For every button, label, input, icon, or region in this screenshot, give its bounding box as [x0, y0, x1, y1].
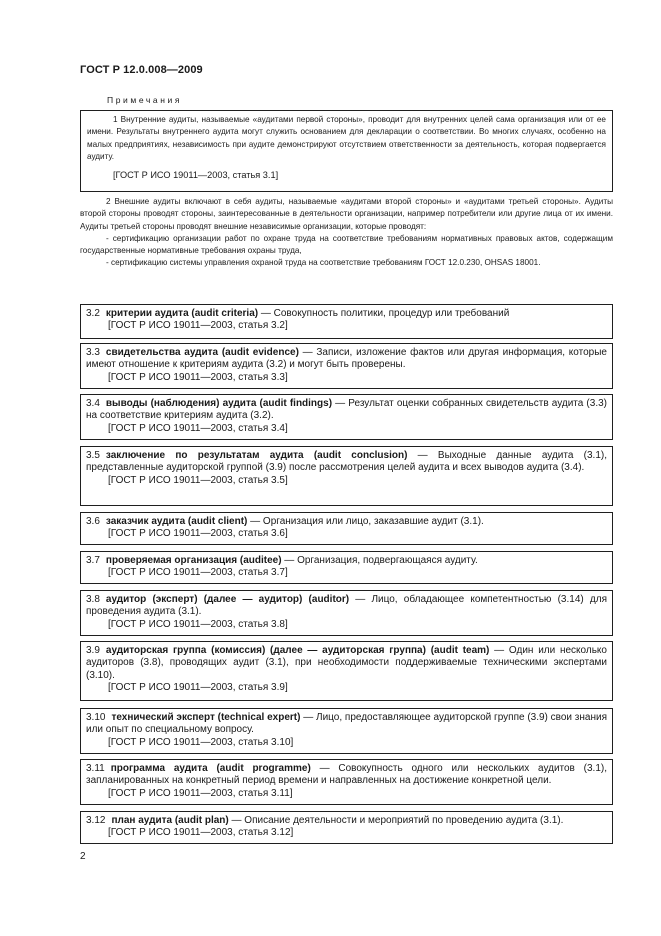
- term-source: [ГОСТ Р ИСО 19011—2003, статья 3.4]: [108, 422, 288, 434]
- term-3-9: [80, 641, 613, 701]
- term-source: [ГОСТ Р ИСО 19011—2003, статья 3.8]: [108, 618, 288, 630]
- term-name: выводы (наблюдения) аудита (audit findings): [105, 398, 333, 409]
- term-3-11: [80, 759, 613, 805]
- term-source: [ГОСТ Р ИСО 19011—2003, статья 3.7]: [108, 567, 288, 579]
- term-source: [ГОСТ Р ИСО 19011—2003, статья 3.9]: [108, 681, 288, 693]
- note-1-box: [80, 110, 613, 192]
- term-definition: — Организация или лицо, заказавшие аудит (3.1).: [247, 516, 484, 527]
- note-2-bullet-2: - сертификацию системы управления охраной труда на соответствие требованиям ГОСТ 12.0.230, OHSAS 18001.: [106, 258, 541, 268]
- term-number: 3.4: [86, 398, 100, 409]
- term-definition: — Выходные данные аудита (3.1), представленные аудиторской группой (3.9) после рассмотрения целей аудита и всех выводов аудита (3.4).: [86, 450, 607, 474]
- term-definition: — Организация, подвергающаяся аудиту.: [281, 555, 478, 566]
- term-source: [ГОСТ Р ИСО 19011—2003, статья 3.2]: [108, 320, 288, 332]
- term-3-4: [80, 394, 613, 440]
- term-name: технический эксперт (technical expert): [111, 712, 301, 723]
- term-name: проверяемая организация (auditee): [105, 555, 282, 566]
- term-name: аудитор (эксперт) (далее — аудитор) (auditor): [105, 594, 350, 605]
- term-3-12: [80, 811, 613, 844]
- term-source: [ГОСТ Р ИСО 19011—2003, статья 3.6]: [108, 528, 288, 540]
- term-name: план аудита (audit plan): [111, 815, 229, 826]
- term-number: 3.7: [86, 555, 100, 566]
- term-3-5: [80, 446, 613, 506]
- term-source: [ГОСТ Р ИСО 19011—2003, статья 3.11]: [108, 787, 293, 799]
- term-number: 3.2: [86, 308, 100, 319]
- term-definition: — Совокупность политики, процедур или требований: [258, 308, 510, 319]
- term-source: [ГОСТ Р ИСО 19011—2003, статья 3.12]: [108, 827, 294, 839]
- term-name: программа аудита (audit programme): [110, 763, 311, 774]
- term-source: [ГОСТ Р ИСО 19011—2003, статья 3.3]: [108, 371, 288, 383]
- term-definition: — Совокупность одного или нескольких аудитов (3.1), запланированных на конкретный период времени и направленных на достижение конкретной цели.: [86, 763, 607, 787]
- term-definition: — Лицо, обладающее компетентностью (3.14) для проведения аудита (3.1).: [86, 594, 607, 618]
- term-source: [ГОСТ Р ИСО 19011—2003, статья 3.10]: [108, 736, 294, 748]
- term-number: 3.8: [86, 594, 100, 605]
- term-definition: — Лицо, предоставляющее аудиторской группе (3.9) свои знания или опыт по специальному вопросу.: [86, 712, 607, 736]
- term-name: заключение по результатам аудита (audit conclusion): [105, 450, 408, 461]
- term-source: [ГОСТ Р ИСО 19011—2003, статья 3.5]: [108, 474, 288, 486]
- term-number: 3.5: [86, 450, 100, 461]
- term-3-3: [80, 343, 613, 389]
- page-number: 2: [80, 851, 86, 862]
- term-name: критерии аудита (audit criteria): [105, 308, 259, 319]
- term-definition: — Описание деятельности и мероприятий по проведению аудита (3.1).: [228, 815, 564, 826]
- term-3-8: [80, 590, 613, 636]
- term-3-6: [80, 512, 613, 545]
- note-1-text: 1 Внутренние аудиты, называемые «аудитами первой стороны», проводит для внутренних целей сама организация или от ее имени. Результаты внутреннего аудита могут служить основанием для декларации о соответствии. Во многих случаях, особенно на малых предприятиях, независимость при аудите демонстрируют отсутствием ответственности за деятельность, которая подвергается аудиту.: [87, 115, 606, 161]
- term-number: 3.6: [86, 516, 100, 527]
- term-definition: — Результат оценки собранных свидетельств аудита (3.3) на соответствие критериям аудита (3.2).: [86, 398, 607, 422]
- page-header: ГОСТ Р 12.0.008—2009: [80, 64, 203, 76]
- term-3-7: [80, 551, 613, 584]
- term-number: 3.9: [86, 645, 100, 656]
- term-name: свидетельства аудита (audit evidence): [105, 347, 299, 358]
- term-name: аудиторская группа (комиссия) (далее — аудиторская группа) (audit team): [105, 645, 490, 656]
- note-1-source: [ГОСТ Р ИСО 19011—2003, статья 3.1]: [113, 170, 279, 181]
- term-number: 3.12: [86, 815, 106, 826]
- term-3-10: [80, 708, 613, 754]
- term-definition: — Один или несколько аудиторов (3.8), проводящих аудит (3.1), при необходимости поддерживаемые техническими экспертами (3.10).: [86, 645, 607, 681]
- term-number: 3.10: [86, 712, 106, 723]
- note-2-text: 2 Внешние аудиты включают в себя аудиты, называемые «аудитами второй стороны» и «аудитами третьей стороны». Аудиты второй стороны проводят стороны, заинтересованные в деятельности организации, например потребители или другие лица от их имени. Аудиты третьей стороны проводят внешние независимые организации, которые проводят:: [80, 197, 613, 231]
- term-name: заказчик аудита (audit client): [105, 516, 248, 527]
- term-3-2: [80, 304, 613, 339]
- notes-title: Примечания: [107, 95, 183, 105]
- note-2: [80, 196, 613, 270]
- term-number: 3.3: [86, 347, 100, 358]
- term-number: 3.11: [86, 763, 105, 774]
- term-definition: — Записи, изложение фактов или другая информация, которые имеют отношение к критериям аудита (3.2) и могут быть проверены.: [86, 347, 607, 371]
- note-2-bullet-1: - сертификацию организации работ по охране труда на соответствие требованиям нормативных правовых актов, содержащим государственные нормативные требования охраны труда,: [80, 233, 613, 256]
